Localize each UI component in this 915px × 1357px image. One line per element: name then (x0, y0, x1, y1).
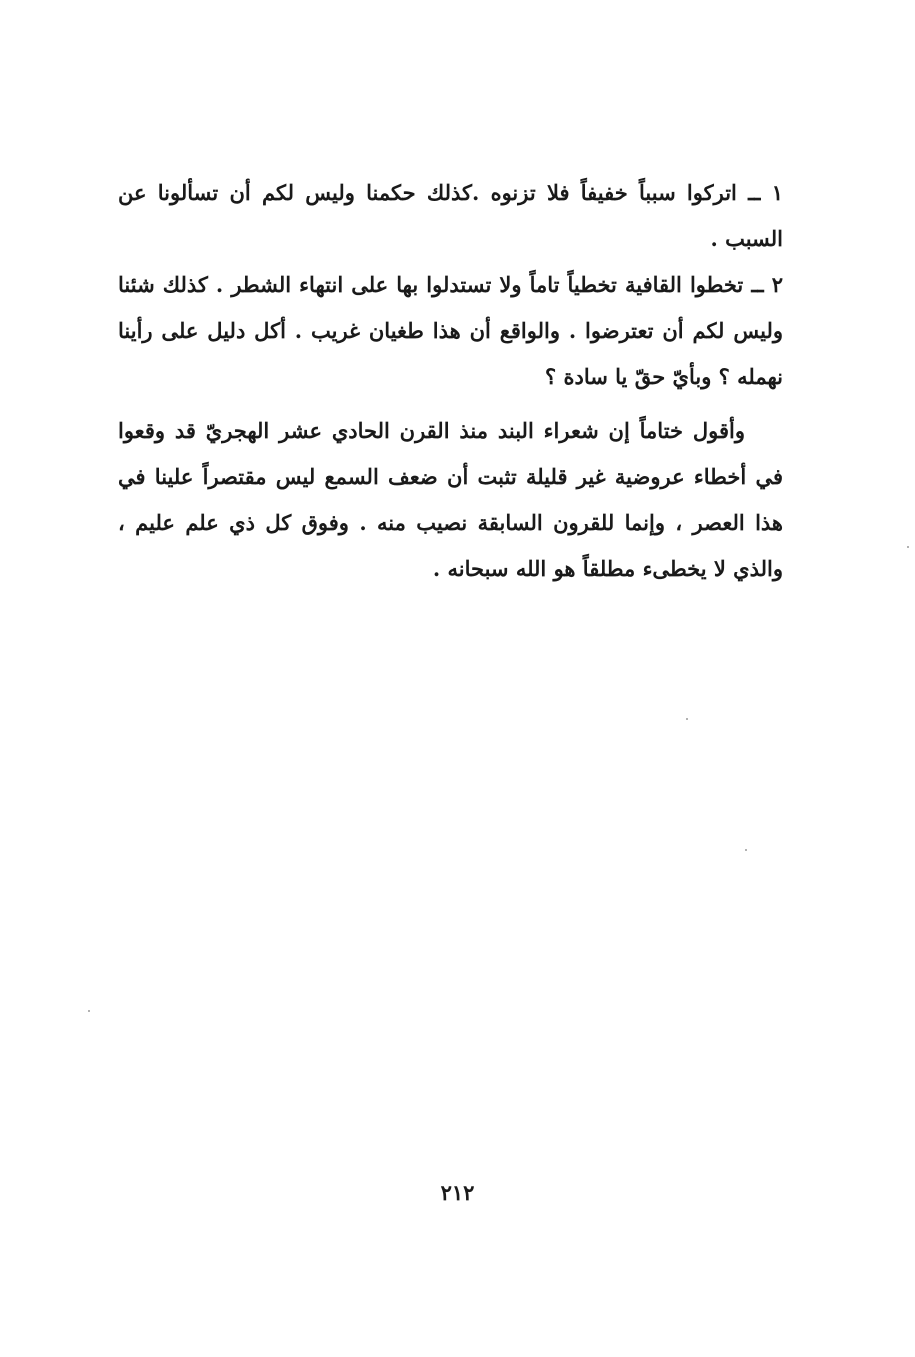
body-text (118, 170, 783, 592)
numbered-item-1: ١ ــ اتركوا سبباً خفيفاً فلا تزنوه .كذلك حكمنا وليس لكم أن تسألونا عن السبب . (118, 180, 783, 251)
page-number: ٢١٢ (440, 1180, 475, 1205)
scan-speck (686, 718, 688, 720)
scan-speck (745, 849, 747, 851)
closing-paragraph: وأقول ختاماً إن شعراء البند منذ القرن الحادي عشر الهجريّ قد وقعوا في أخطاء عروضية غير قليلة تثبت أن ضعف السمع ليس مقتصراً علينا في هذا العصر ، وإنما للقرون السابقة نصيب منه . وفوق كل ذي علم عليم ، والذي لا يخطىء مطلقاً هو الله سبحانه . (118, 418, 783, 581)
scan-speck (88, 1010, 90, 1012)
numbered-item-2: ٢ ــ تخطوا القافية تخطياً تاماً ولا تستدلوا بها على انتهاء الشطر . كذلك شئنا وليس لكم أن تعترضوا . والواقع أن هذا طغيان غريب . أكل دليل على رأينا نهمله ؟ وبأيّ حقّ يا سادة ؟ (118, 272, 783, 389)
scan-speck (907, 546, 909, 548)
